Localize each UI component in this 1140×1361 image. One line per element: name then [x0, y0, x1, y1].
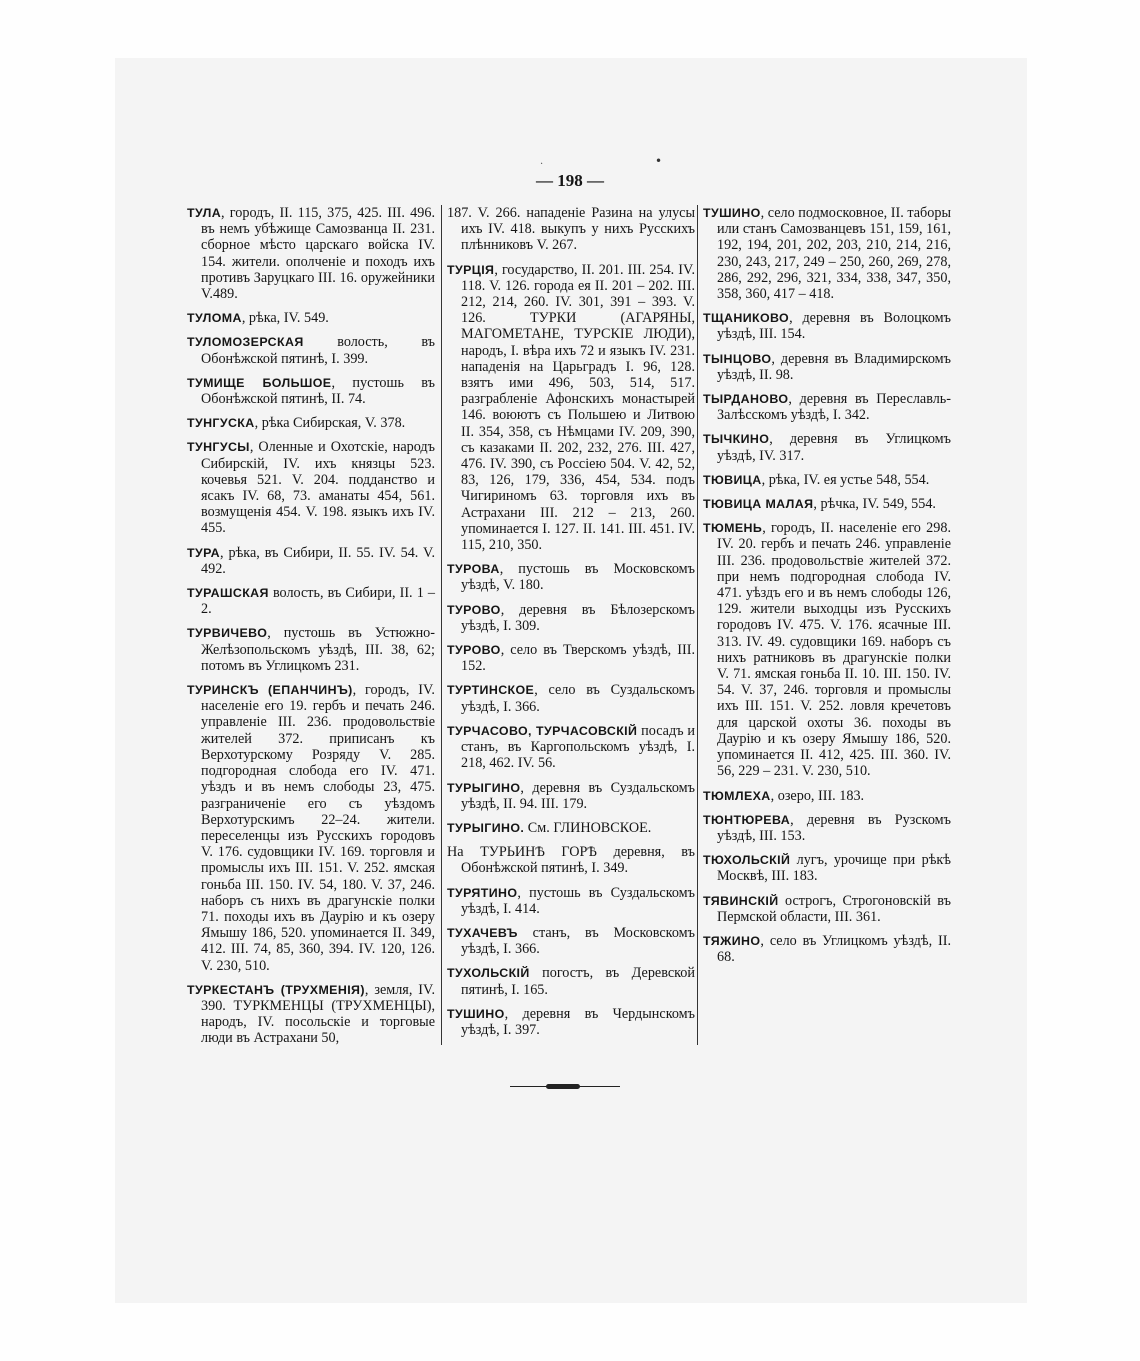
index-entry	[447, 205, 695, 254]
entry-headword: ТЫРДАНОВО	[703, 392, 789, 407]
entry-headword: ТЮВИЦА	[703, 472, 762, 487]
index-entry	[447, 965, 695, 997]
entry-text: погостъ, въ Деревской пятинѣ, I. 165.	[461, 965, 695, 998]
entry-headword: ТЮМЕНЬ	[703, 521, 763, 536]
index-entry	[703, 812, 951, 844]
entry-text: 187. V. 266. нападеніе Разина на улусы ихъ IV. 418. выкупъ у нихъ Русскихъ плѣнниковъ V. 267.	[447, 205, 695, 254]
index-entry	[703, 310, 951, 342]
entry-headword: ТЫНЦОВО	[703, 351, 772, 366]
entry-headword: ТУШИНО	[447, 1006, 505, 1021]
index-entry	[703, 496, 951, 512]
entry-headword: ТЩАНИКОВО	[703, 311, 790, 326]
entry-text: , рѣка, IV. ея устье 548, 554.	[761, 471, 930, 488]
entry-headword: ТУРАШСКАЯ	[187, 586, 269, 601]
entry-headword: ТУХОЛЬСКІЙ	[447, 966, 530, 981]
entry-headword: ТУХАЧЕВЪ	[447, 925, 518, 940]
entry-text: , городъ, II. 115, 375, 425. III. 496. въ немъ убѣжище Самозванца II. 231. сборное мѣсто царскаго войска IV. 154. жители. ополченіе и походъ ихъ противъ Заруцкаго III. 16. оружейники V.489.	[201, 205, 435, 303]
entry-text: , деревня въ Бѣлозерскомъ уѣздѣ, I. 309.	[461, 601, 695, 634]
page-speck: •	[655, 154, 663, 168]
index-entry	[703, 788, 951, 804]
index-entry	[703, 351, 951, 383]
entry-headword: ТУРОВО	[447, 643, 501, 658]
index-entry	[447, 262, 695, 554]
entry-text: , пустошь въ Суздальскомъ уѣздѣ, I. 414.	[461, 884, 695, 917]
entry-text: , земля, IV. 390. ТУРКМЕНЦЫ (ТРУХМЕНЦЫ), народъ, IV. посольскіе и торговые люди въ Астрахани 50,	[201, 981, 435, 1047]
index-entry	[447, 844, 695, 876]
entry-headword: ТУРА	[187, 545, 220, 560]
entry-headword: ТЮНТЮРЕВА	[703, 812, 791, 827]
index-entry	[187, 439, 435, 536]
entry-text: лугъ, урочище при рѣкѣ Москвѣ, III. 183.	[717, 852, 951, 885]
entry-text: , пустошь въ Устюжно-Желѣзопольскомъ уѣздѣ, III. 38, 62; потомъ въ Углицкомъ 231.	[201, 625, 435, 674]
entry-text: , деревня въ Рузскомъ уѣздѣ, III. 153.	[717, 811, 951, 844]
index-entry	[187, 310, 435, 326]
entry-text: , село въ Суздальскомъ уѣздѣ, I. 366.	[461, 682, 695, 715]
index-entry	[447, 561, 695, 593]
entry-text: , село подмосковное, II. таборы или станъ Самозванцевъ 151, 159, 161, 192, 194, 201, 202, 203, 210, 214, 216, 230, 243, 217, 249 – 250, 260, 269, 278, 286, 292, 296, 321, 334, 338, 347, 350, 358, 360, 417 – 418.	[717, 205, 951, 303]
index-entry	[703, 893, 951, 925]
entry-text: , деревня въ Владимирскомъ уѣздѣ, II. 98.	[717, 350, 951, 383]
entry-text: волость, въ Сибири, II. 1 – 2.	[201, 585, 435, 618]
index-entry	[447, 820, 695, 836]
entry-text: , рѣка, въ Сибири, II. 55. IV. 54. V. 492.	[201, 544, 435, 577]
entry-headword: ТУРЫГИНО.	[447, 820, 525, 835]
index-column-2	[447, 205, 695, 1046]
entry-headword: ТУЛА	[187, 206, 222, 220]
entry-headword: ТУРВИЧЕВО	[187, 626, 268, 641]
entry-text: , рѣчка, IV. 549, 554.	[813, 496, 936, 513]
entry-headword: ТЯЖИНО	[703, 933, 761, 948]
entry-text: , деревня въ Суздальскомъ уѣздѣ, II. 94. III. 179.	[461, 779, 695, 812]
index-entry	[447, 602, 695, 634]
index-column-3	[703, 205, 951, 973]
entry-text: , село въ Тверскомъ уѣздѣ, III. 152.	[461, 642, 695, 675]
index-entry	[447, 925, 695, 957]
column-divider	[441, 205, 442, 1045]
entry-headword: ТЮМЛЕХА	[703, 788, 771, 803]
end-ornament	[510, 1083, 620, 1091]
index-entry	[703, 852, 951, 884]
index-entry	[703, 391, 951, 423]
entry-headword: ТУЛОМОЗЕРСКАЯ	[187, 335, 304, 350]
entry-headword: ТУНГУСКА	[187, 416, 255, 431]
entry-text: , деревня въ Чердынскомъ уѣздѣ, I. 397.	[461, 1005, 695, 1038]
entry-headword: ТУНГУСЫ	[187, 440, 250, 455]
entry-headword: ТУШИНО	[703, 206, 761, 220]
entry-text: , деревня въ Волоцкомъ уѣздѣ, III. 154.	[717, 310, 951, 343]
entry-text: , пустошь въ Обонѣжской пятинѣ, II. 74.	[201, 374, 435, 408]
entry-text: волость, въ Обонѣжской пятинѣ, I. 399.	[201, 334, 435, 367]
entry-text: , деревня въ Переславль-Залѣсскомъ уѣздѣ, I. 342.	[717, 391, 951, 424]
entry-headword: ТЮХОЛЬСКІЙ	[703, 853, 791, 868]
entry-headword: ТУРЦІЯ	[447, 262, 495, 277]
entry-headword: ТУРОВО	[447, 602, 501, 617]
entry-headword: ТУРЧАСОВО, ТУРЧАСОВСКІЙ	[447, 723, 638, 738]
entry-text: , деревня въ Углицкомъ уѣздѣ, IV. 317.	[717, 431, 951, 464]
entry-headword: ТУМИЩЕ БОЛЬШОЕ	[187, 375, 332, 390]
entry-text: См. ГЛИНОВСКОЕ.	[524, 819, 652, 836]
entry-text: , Оленные и Охотскіе, народъ Сибирскій, IV. ихъ князцы 523. кочевья 521. V. 204. подданство и ясакъ IV. 68, 73. аманаты 454, 561. возмущенія 454. V. 198. языкъ ихъ IV. 455.	[201, 439, 435, 537]
index-entry	[187, 545, 435, 577]
entry-headword: ТЫЧКИНО	[703, 432, 770, 447]
entry-headword: ТУРКЕСТАНЪ (ТРУХМЕНІЯ)	[187, 982, 365, 997]
index-column-1	[187, 205, 435, 1055]
index-entry	[447, 682, 695, 714]
entry-text: , городъ, II. населеніе его 298. IV. 20. гербъ и печать 246. управленіе III. 236. продовольствіе жителей 372. при немъ подгородная слобода IV. 471. уѣздъ его и въ немъ слободы 126, 129. жители выходцы изъ Русскихъ городовъ IV. 475. V. 176. ясачные III. 313. IV. 49. судовщики 169. наборъ съ нихъ ратниковъ въ драгунскіе полки V. 71. ямская гоньба II. 10. III. 150. IV. 54. V. 37, 246. торговля и промыслы ихъ III. 151. V. 252. ловля кречетовъ для царской охоты 36. походы въ Даурію и къ озеру Ямышу 186, 520. упоминается II. 412, 425. III. 360. IV. 56, 229 – 231. V. 230, 510.	[717, 520, 951, 780]
entry-headword: ТУРЫГИНО	[447, 780, 521, 795]
index-entry	[703, 520, 951, 779]
index-entry	[187, 375, 435, 407]
entry-headword: ТЯВИНСКІЙ	[703, 893, 779, 908]
entry-text: , село въ Углицкомъ уѣздѣ, II. 68.	[717, 932, 951, 966]
index-entry	[187, 585, 435, 617]
entry-text: посадъ и станъ, въ Каргопольскомъ уѣздѣ, I. 218, 462. IV. 56.	[461, 722, 695, 772]
index-entry	[447, 642, 695, 674]
entry-text: , рѣка Сибирская, V. 378.	[254, 415, 406, 432]
entry-headword: ТЮВИЦА МАЛАЯ	[703, 497, 814, 512]
entry-text: , городъ, IV. населеніе его 19. гербъ и печать 246. управленіе III. 236. продовольствіе жителей 372. приписанъ къ Верхотурскому Розряду V. 285. подгородная слобода его IV. 471. уѣздъ и въ немъ слободы 23, 475. разграниченіе его съ уѣздомъ Верхотурскимъ 22–24. жители. переселенцы изъ Русскихъ городовъ V. 176. судовщики IV. 169. торговля и промыслы ихъ III. 151. V. 252. ямская гоньба III. 150. IV. 54, 180. V. 37, 246. наборъ съ нихъ въ драгунскіе полки 71. походы ихъ въ Даурію и къ озеру Ямышу 186, 520. упоминается II. 349, 412. III. 74, 85, 360, 394. IV. 120, 126. V. 230, 510.	[201, 682, 435, 974]
index-entry	[703, 472, 951, 488]
page-number: — 198 —	[536, 171, 604, 190]
entry-text: , озеро, III. 183.	[770, 787, 865, 804]
entry-text: , государство, II. 201. III. 254. IV. 118. V. 126. города ея II. 201 – 202. III. 212, 214, 260. IV. 301, 391 – 393. V. 126. ТУРКИ (АГАРЯНЫ, МАГОМЕТАНЕ, ТУРСКІЕ ЛЮДИ), народъ, I. вѣра ихъ 72 и языкъ IV. 231. нападенія на Царьградъ I. 96, 128. взятъ ими 496, 503, 514, 517. разграбленіе Афонскихъ монастырей 146. воюютъ съ Польшею и Литвою II. 354, 358, съ Нѣмцами IV. 209, 390, съ казаками II. 202, 232, 276. III. 427, 476. IV. 390, съ Россіею 504. V. 42, 52, 83, 126, 179, 336, 454, 534. подъ Чигириномъ 63. торговля ихъ въ Астрахани III. 212 – 213, 260. упоминается I. 127. II. 141. III. 451. IV. 115, 210, 350.	[461, 261, 695, 554]
entry-text: острогъ, Строгоновскій въ Пермской области, III. 361.	[717, 892, 951, 925]
page-speck: .	[540, 156, 544, 167]
column-divider	[697, 205, 698, 1045]
index-entry	[187, 415, 435, 431]
index-entry	[187, 982, 435, 1047]
index-entry	[447, 1006, 695, 1038]
index-entry	[703, 431, 951, 463]
index-entry	[187, 682, 435, 974]
entry-headword: ТУРТИНСКОЕ	[447, 683, 535, 698]
entry-headword: ТУРИНСКЪ (ЕПАНЧИНЪ)	[187, 683, 353, 698]
entry-headword: ТУРОВА	[447, 562, 500, 577]
entry-text: , рѣка, IV. 549.	[241, 310, 329, 327]
index-entry	[447, 780, 695, 812]
index-entry	[703, 933, 951, 965]
entry-text: , пустошь въ Московскомъ уѣздѣ, V. 180.	[461, 561, 695, 594]
entry-text: станъ, въ Московскомъ уѣздѣ, I. 366.	[461, 924, 695, 958]
entry-headword: ТУЛОМА	[187, 311, 242, 326]
index-entry	[187, 625, 435, 674]
entry-text: На ТУРЬИНѢ ГОРѢ деревня, въ Обонѣжской пятинѣ, I. 349.	[447, 844, 695, 877]
index-entry	[187, 205, 435, 302]
index-entry	[447, 723, 695, 772]
index-entry	[447, 885, 695, 917]
entry-headword: ТУРЯТИНО	[447, 885, 518, 900]
index-entry	[187, 334, 435, 366]
index-entry	[703, 205, 951, 302]
